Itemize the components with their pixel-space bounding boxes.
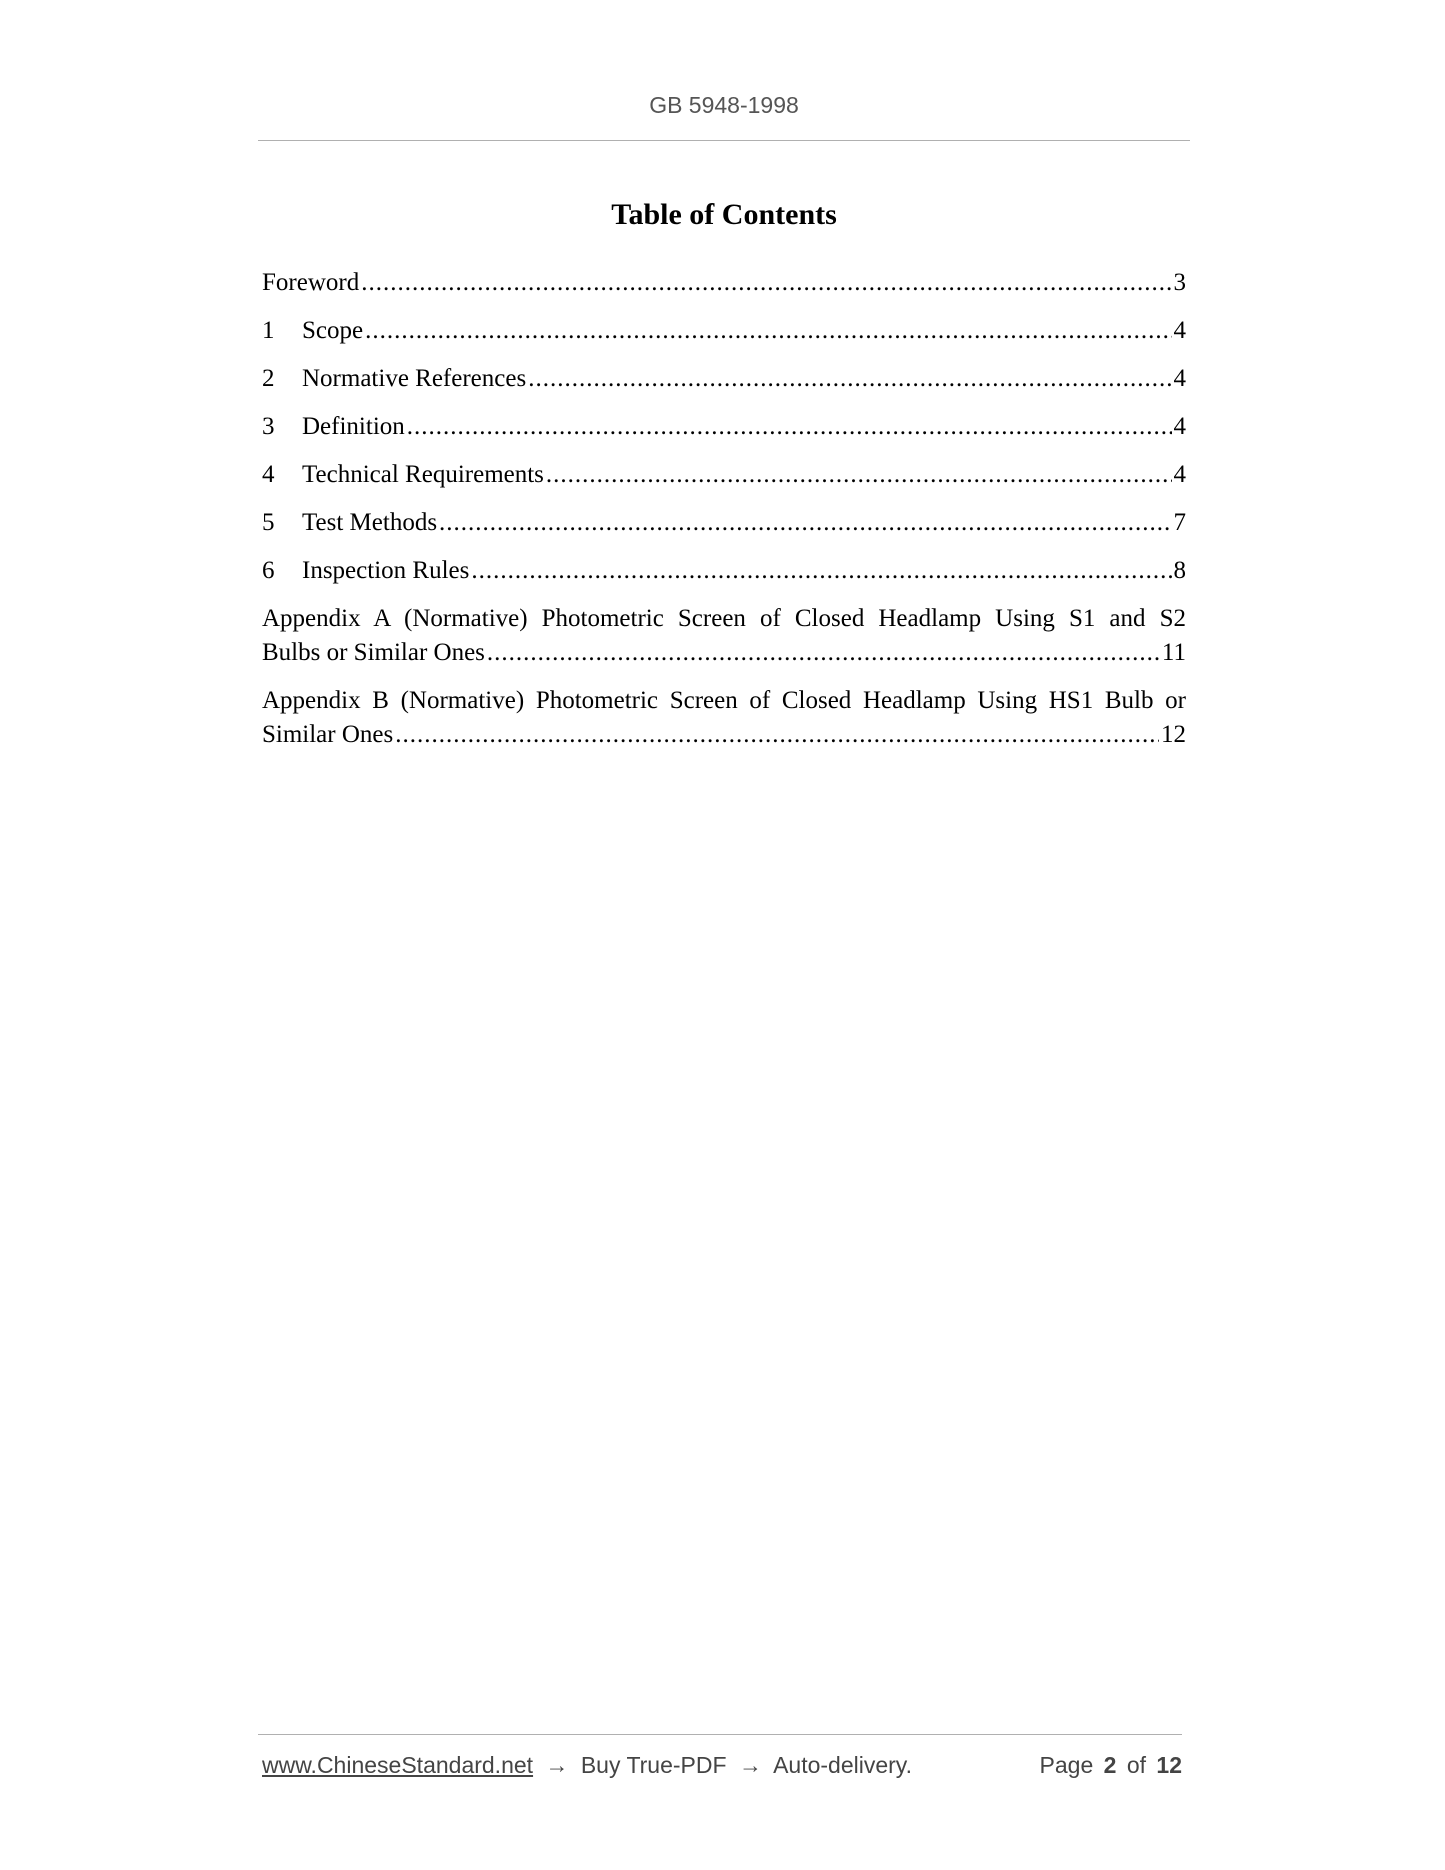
toc-entry-page: 8 <box>1173 557 1186 584</box>
toc-entry-label: Technical Requirements <box>302 461 544 488</box>
dot-leader <box>439 506 1171 540</box>
page-indicator <box>1036 1752 1182 1779</box>
toc-entry-page: 4 <box>1173 461 1186 488</box>
toc-entry-number: 4 <box>262 461 275 488</box>
table-of-contents <box>262 266 1186 766</box>
toc-entry-definition[interactable] <box>262 410 1186 458</box>
toc-entry-number: 6 <box>262 557 275 584</box>
header-divider <box>258 140 1190 141</box>
footer-left <box>262 1752 912 1779</box>
toc-entry-label: Definition <box>302 413 405 440</box>
page-total: 12 <box>1156 1752 1182 1778</box>
toc-entry-label: Foreword <box>262 269 360 296</box>
toc-entry-page: 12 <box>1161 721 1186 748</box>
toc-entry-label: Normative References <box>302 365 527 392</box>
toc-entry-technical-requirements[interactable] <box>262 458 1186 506</box>
toc-entry-appendix-a[interactable] <box>262 602 1186 670</box>
dot-leader <box>546 458 1172 492</box>
toc-entry-number: 3 <box>262 413 275 440</box>
dot-leader <box>361 266 1171 300</box>
page-word: Page <box>1039 1752 1094 1778</box>
page-current: 2 <box>1103 1752 1117 1778</box>
toc-entry-test-methods[interactable] <box>262 506 1186 554</box>
toc-entry-number: 2 <box>262 365 275 392</box>
document-header-code: GB 5948-1998 <box>649 92 799 118</box>
toc-entry-label: Test Methods <box>302 509 438 536</box>
dot-leader <box>365 314 1171 348</box>
toc-entry-normative-references[interactable] <box>262 362 1186 410</box>
toc-entry-label: Scope <box>302 317 364 344</box>
toc-entry-inspection-rules[interactable] <box>262 554 1186 602</box>
dot-leader <box>528 362 1171 396</box>
arrow-right-icon: → <box>545 1752 569 1778</box>
arrow-right-icon: → <box>738 1752 762 1778</box>
dot-leader <box>395 718 1159 752</box>
toc-entry-appendix-b[interactable] <box>262 684 1186 752</box>
toc-entry-label-line2: Bulbs or Similar Ones <box>262 639 485 666</box>
website-link[interactable]: www.ChineseStandard.net <box>262 1752 534 1778</box>
toc-entry-page: 4 <box>1173 317 1186 344</box>
toc-entry-number: 1 <box>262 317 275 344</box>
toc-entry-label-line1: Appendix A (Normative) Photometric Screen of Closed Headlamp Using S1 and S2 <box>262 605 1186 632</box>
toc-entry-label: Inspection Rules <box>302 557 470 584</box>
toc-title: Table of Contents <box>611 198 837 231</box>
buy-text: Buy True-PDF <box>580 1752 727 1778</box>
delivery-text: Auto-delivery. <box>773 1752 912 1778</box>
dot-leader <box>471 554 1171 588</box>
footer-divider <box>258 1734 1182 1735</box>
page-footer <box>262 1752 1182 1779</box>
toc-entry-page: 3 <box>1173 269 1186 296</box>
toc-entry-page: 4 <box>1173 413 1186 440</box>
toc-entry-page: 7 <box>1173 509 1186 536</box>
dot-leader <box>407 410 1172 444</box>
toc-entry-scope[interactable] <box>262 314 1186 362</box>
toc-entry-number: 5 <box>262 509 275 536</box>
dot-leader <box>487 636 1160 670</box>
toc-entry-label-line1: Appendix B (Normative) Photometric Screen of Closed Headlamp Using HS1 Bulb or <box>262 687 1186 714</box>
of-word: of <box>1126 1752 1147 1778</box>
toc-entry-page: 11 <box>1161 639 1186 666</box>
toc-entry-label-line2: Similar Ones <box>262 721 394 748</box>
toc-entry-foreword[interactable] <box>262 266 1186 314</box>
toc-entry-page: 4 <box>1173 365 1186 392</box>
